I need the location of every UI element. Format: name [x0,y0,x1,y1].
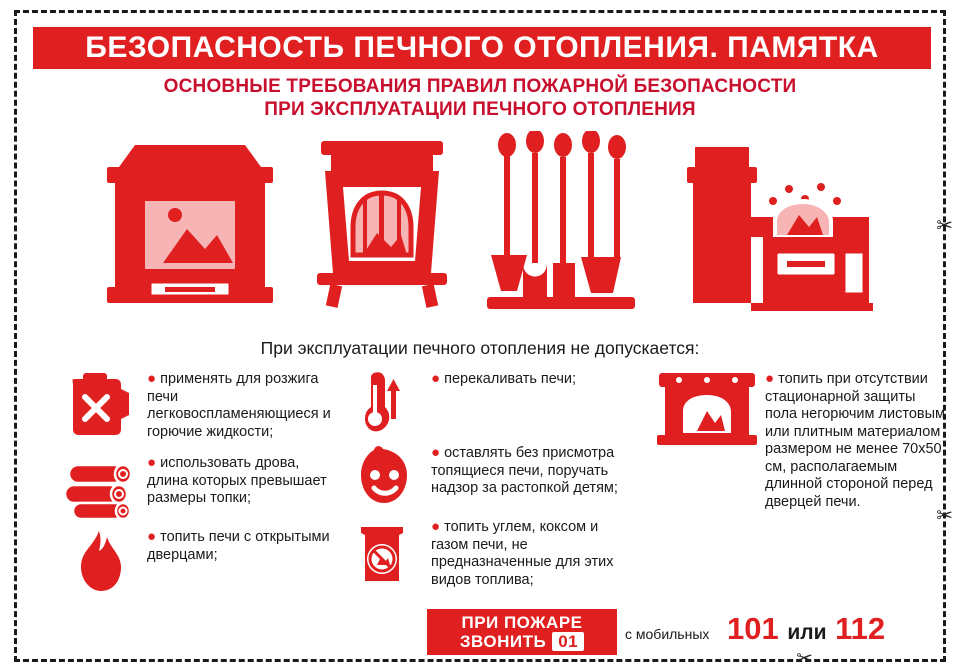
mobile-number-2: 112 [835,611,886,646]
rule-label: использовать дрова, длина которых превышает размеры топки; [147,455,327,506]
rule-text [147,371,343,441]
child-face-icon [347,445,423,511]
firewood-icon [63,455,139,521]
page-subtitle [17,75,943,121]
bullet-icon: ● [765,370,775,387]
rule-text [431,371,637,389]
rule-item [63,371,343,441]
page-subtitle-line2: ПРИ ЭКСПЛУАТАЦИИ ПЕЧНОГО ОТОПЛЕНИЯ [264,99,696,120]
fire-call-line1: ПРИ ПОЖАРЕ [461,613,583,632]
bullet-icon: ● [431,518,441,535]
flame-icon [63,529,139,595]
poster-container [14,10,953,670]
rule-item [347,519,637,589]
rule-label: оставлять без присмотра топящиеся печи, поручать надзор за растопкой детям; [431,445,618,496]
thermometer-icon [347,371,423,437]
rule-label: перекаливать печи; [444,371,577,387]
bullet-icon: ● [147,454,157,471]
rule-item [657,371,947,511]
intro-text: При эксплуатации печного отопления не допускается: [260,338,700,358]
jerrycan-icon [63,371,139,437]
rule-label: топить печи с открытыми дверцами; [147,529,330,563]
rule-text [147,529,343,564]
illustration-strip [87,131,887,321]
fire-call-line2: ЗВОНИТЬ [459,632,547,651]
fireplace-icon [105,131,275,311]
mobile-label: с мобильных [625,626,710,642]
page-title: БЕЗОПАСНОСТЬ ПЕЧНОГО ОТОПЛЕНИЯ. ПАМЯТКА [85,31,879,64]
rules-column-1 [63,371,343,603]
rule-label: топить углем, коксом и газом печи, не предназначенные для этих видов топлива; [431,519,614,588]
bullet-icon: ● [431,370,441,387]
mobile-numbers [727,611,885,647]
stove-floor-protection-icon [657,371,757,445]
page-subtitle-line1: ОСНОВНЫЕ ТРЕБОВАНИЯ ПРАВИЛ ПОЖАРНОЙ БЕЗОПАСНОСТИ [163,76,797,97]
rule-item [347,445,637,505]
rule-item [63,529,343,589]
russian-oven-icon [677,131,877,316]
page-title-bar [33,27,931,69]
scissors-icon: ✂ [936,215,953,237]
scissors-icon: ✂ [796,648,813,670]
rule-item [63,455,343,515]
rule-text [147,455,343,508]
fuel-bag-forbidden-icon [347,519,423,585]
rule-label: топить при отсутствии стационарной защиты пола негорючим листовым или плитным материалом размером не менее 70х50 см, располагаемым длинной стороной перед дверцей печи. [765,371,945,510]
rule-text [765,371,947,511]
rules-column-2 [347,371,637,603]
mobile-conjunction: или [787,621,827,644]
fire-tools-icon [487,131,637,316]
bullet-icon: ● [431,444,441,461]
rule-item [347,371,637,431]
bullet-icon: ● [147,528,157,545]
mobile-number-1: 101 [727,611,779,646]
fire-call-box [427,609,617,655]
rules-column-3 [657,371,947,525]
emergency-footer [427,609,937,655]
rule-text [431,445,637,498]
rule-text [431,519,637,589]
bullet-icon: ● [147,370,157,387]
scissors-icon: ✂ [936,505,953,527]
stove-icon [307,131,457,316]
rule-label: применять для розжига печи легковоспламеняющиеся и горючие жидкости; [147,371,331,440]
fire-number: 01 [552,632,584,651]
